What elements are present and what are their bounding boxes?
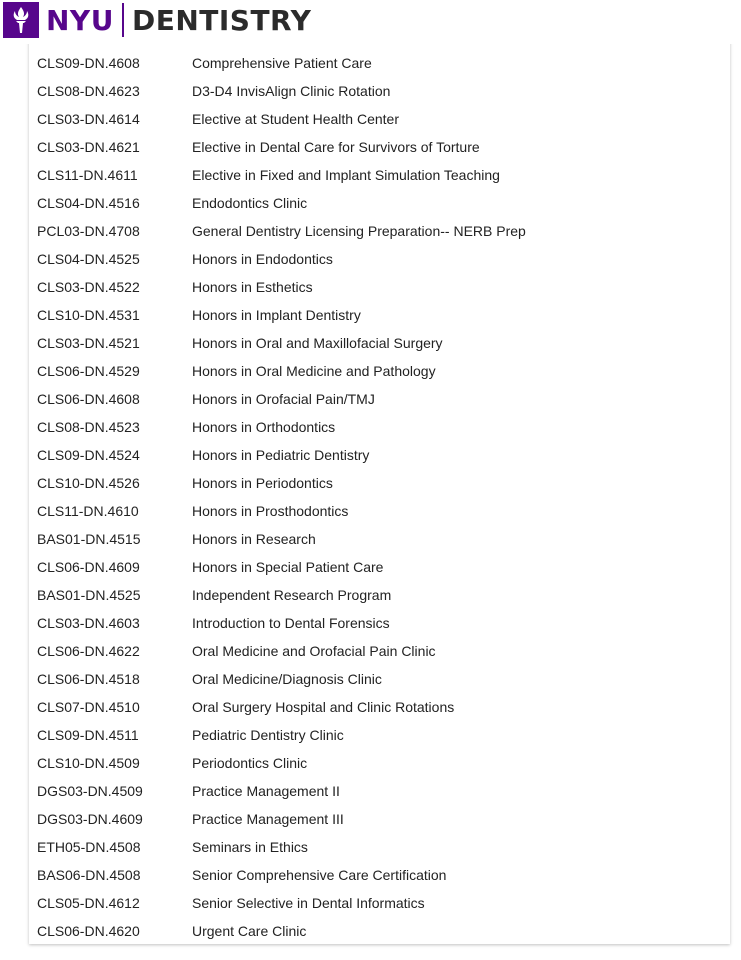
course-row[interactable] [29,609,730,637]
course-title[interactable]: Practice Management II [192,783,340,799]
course-title[interactable]: Senior Comprehensive Care Certification [192,867,447,883]
course-title[interactable]: Practice Management III [192,811,344,827]
course-code: BAS01-DN.4525 [37,587,141,603]
course-code: CLS09-DN.4511 [37,727,139,743]
course-code: CLS03-DN.4521 [37,335,140,351]
course-row[interactable] [29,189,730,217]
course-title[interactable]: Elective in Fixed and Implant Simulation Teaching [192,167,500,183]
course-title[interactable]: Honors in Periodontics [192,475,333,491]
course-title[interactable]: Periodontics Clinic [192,755,308,771]
course-title[interactable]: Introduction to Dental Forensics [192,615,390,631]
course-row[interactable] [29,161,730,189]
course-code: CLS09-DN.4524 [37,447,140,463]
course-title[interactable]: Honors in Implant Dentistry [192,307,361,323]
course-title[interactable]: Honors in Endodontics [192,251,333,267]
course-code: DGS03-DN.4609 [37,811,143,827]
course-code: DGS03-DN.4509 [37,783,143,799]
course-row[interactable] [29,805,730,833]
course-code: CLS06-DN.4609 [37,559,140,575]
course-row[interactable] [29,525,730,553]
course-title[interactable]: Senior Selective in Dental Informatics [192,895,425,911]
course-title[interactable]: Honors in Esthetics [192,279,313,295]
course-code: CLS05-DN.4612 [37,895,140,911]
course-code: CLS03-DN.4522 [37,279,140,295]
course-title[interactable]: Oral Medicine and Orofacial Pain Clinic [192,643,436,659]
course-row[interactable] [29,49,730,77]
course-row[interactable] [29,217,730,245]
course-row[interactable] [29,581,730,609]
course-title[interactable]: Honors in Oral Medicine and Pathology [192,363,436,379]
course-code: CLS10-DN.4531 [37,307,140,323]
course-list-card [29,40,730,944]
course-row[interactable] [29,497,730,525]
course-row[interactable] [29,301,730,329]
logo-divider [122,3,124,37]
course-title[interactable]: Honors in Pediatric Dentistry [192,447,370,463]
course-row[interactable] [29,553,730,581]
course-title[interactable]: Seminars in Ethics [192,839,308,855]
course-row[interactable] [29,273,730,301]
logo-dentistry-text: DENTISTRY [131,3,312,37]
course-title[interactable]: Pediatric Dentistry Clinic [192,727,344,743]
course-code: CLS03-DN.4614 [37,111,140,127]
course-row[interactable] [29,777,730,805]
course-code: CLS09-DN.4608 [37,55,140,71]
course-row[interactable] [29,357,730,385]
course-code: BAS01-DN.4515 [37,531,141,547]
course-row[interactable] [29,245,730,273]
course-code: CLS11-DN.4611 [37,167,138,183]
course-title[interactable]: Honors in Special Patient Care [192,559,384,575]
course-row[interactable] [29,385,730,413]
course-code: CLS07-DN.4510 [37,699,140,715]
course-row[interactable] [29,721,730,749]
course-title[interactable]: Honors in Prosthodontics [192,503,349,519]
course-code: CLS08-DN.4623 [37,83,140,99]
course-row[interactable] [29,693,730,721]
course-title[interactable]: Comprehensive Patient Care [192,55,372,71]
course-code: CLS06-DN.4620 [37,923,140,939]
course-row[interactable] [29,77,730,105]
course-row[interactable] [29,329,730,357]
course-code: CLS04-DN.4525 [37,251,140,267]
course-title[interactable]: D3-D4 InvisAlign Clinic Rotation [192,83,391,99]
course-code: CLS03-DN.4603 [37,615,140,631]
course-code: CLS06-DN.4529 [37,363,140,379]
course-row[interactable] [29,889,730,917]
course-title[interactable]: Oral Surgery Hospital and Clinic Rotations [192,699,455,715]
course-row[interactable] [29,861,730,889]
course-row[interactable] [29,749,730,777]
course-code: ETH05-DN.4508 [37,839,141,855]
course-row[interactable] [29,833,730,861]
course-title[interactable]: Independent Research Program [192,587,392,603]
course-row[interactable] [29,665,730,693]
course-row[interactable] [29,105,730,133]
course-title[interactable]: Urgent Care Clinic [192,923,307,939]
course-row[interactable] [29,413,730,441]
course-code: CLS04-DN.4516 [37,195,140,211]
site-header [0,0,741,44]
course-title[interactable]: Honors in Orthodontics [192,419,336,435]
logo-nyu-text: NYU [46,3,114,37]
course-code: CLS10-DN.4509 [37,755,140,771]
course-row[interactable] [29,133,730,161]
course-title[interactable]: Oral Medicine/Diagnosis Clinic [192,671,382,687]
course-code: CLS11-DN.4610 [37,503,139,519]
course-code: PCL03-DN.4708 [37,223,140,239]
nyu-dentistry-logo[interactable] [3,2,311,38]
course-code: CLS08-DN.4523 [37,419,140,435]
course-title[interactable]: Elective in Dental Care for Survivors of Torture [192,139,480,155]
course-row[interactable] [29,917,730,944]
course-title[interactable]: Honors in Oral and Maxillofacial Surgery [192,335,443,351]
course-title[interactable]: General Dentistry Licensing Preparation-- NERB Prep [192,223,526,239]
course-list [29,49,730,944]
course-title[interactable]: Honors in Orofacial Pain/TMJ [192,391,375,407]
course-title[interactable]: Honors in Research [192,531,316,547]
course-title[interactable]: Elective at Student Health Center [192,111,400,127]
course-row[interactable] [29,637,730,665]
course-code: CLS06-DN.4518 [37,671,140,687]
course-code: CLS06-DN.4608 [37,391,140,407]
course-row[interactable] [29,441,730,469]
course-code: CLS06-DN.4622 [37,643,140,659]
course-row[interactable] [29,469,730,497]
course-code: CLS03-DN.4621 [37,139,140,155]
course-title[interactable]: Endodontics Clinic [192,195,308,211]
course-code: CLS10-DN.4526 [37,475,140,491]
torch-icon [3,2,39,38]
course-code: BAS06-DN.4508 [37,867,141,883]
